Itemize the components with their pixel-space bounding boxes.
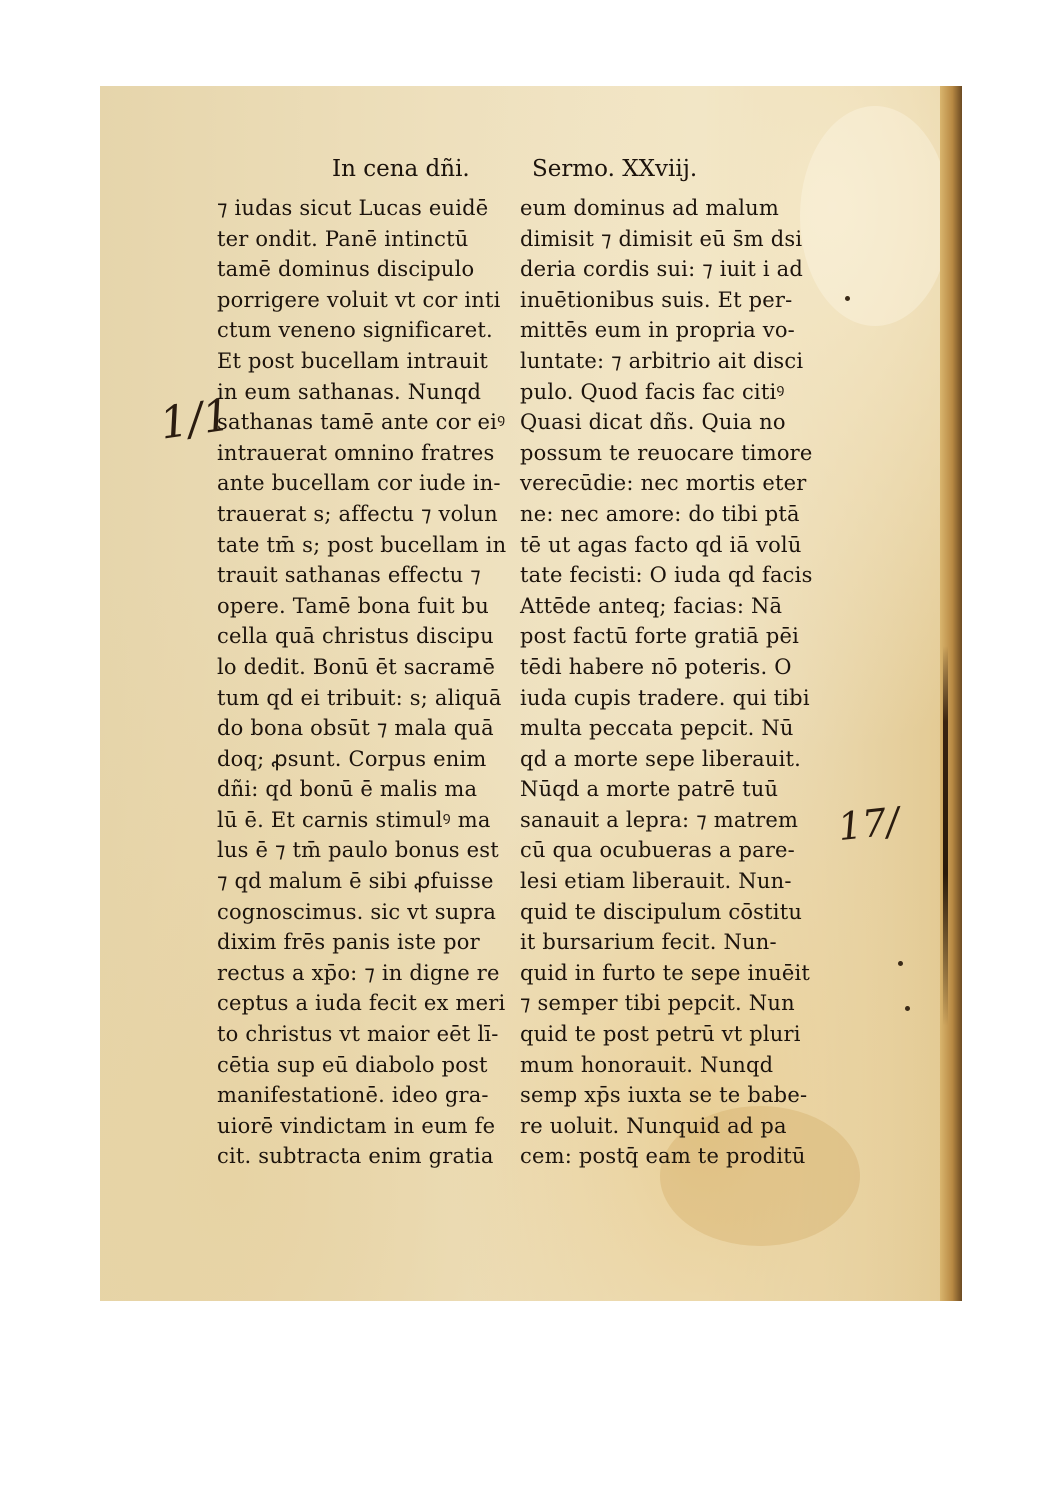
text-line: tēdi habere nō poteris. O: [520, 654, 792, 679]
text-line: ne: nec amore: do tibi ptā: [520, 501, 800, 526]
text-line: deria cordis sui: ⁊ iuit i ad: [520, 257, 803, 282]
text-line: Quasi dicat dñs. Quia no: [520, 410, 786, 435]
text-line: cella quā christus discipu: [217, 624, 494, 649]
text-line: trauerat s; affectu ⁊ volun: [217, 501, 498, 526]
text-line: verecūdie: nec mortis eter: [520, 471, 807, 496]
running-head-left: In cena dñi.: [332, 156, 470, 182]
text-line: manifestationē. ideo gra-: [217, 1083, 489, 1108]
margin-annotation-right: 17/: [835, 798, 902, 850]
text-line: tē ut agas facto qd iā volū: [520, 532, 802, 557]
text-line: cētia sup eū diabolo post: [217, 1052, 488, 1077]
text-line: opere. Tamē bona fuit bu: [217, 593, 489, 618]
text-line: cit. subtracta enim gratia: [217, 1144, 494, 1169]
text-line: doq; ꝓsunt. Corpus enim: [217, 746, 487, 771]
text-line: semp xp̄s iuxta se te babe-: [520, 1083, 808, 1108]
text-line: ante bucellam cor iude in-: [217, 471, 501, 496]
text-line: cem: postq̄ eam te proditū: [520, 1144, 806, 1169]
ink-speck: [845, 296, 850, 301]
text-line: sathanas tamē ante cor eiꝰ: [217, 410, 506, 435]
right-text-column: [520, 193, 850, 1172]
text-line: ⁊ qd malum ē sibi ꝓfuisse: [217, 869, 494, 894]
text-line: mum honorauit. Nunqd: [520, 1052, 774, 1077]
text-line: qd a morte sepe liberauit.: [520, 746, 802, 771]
text-line: quid te discipulum cōstitu: [520, 899, 803, 924]
text-line: lus ē ⁊ tm̄ paulo bonus est: [217, 838, 499, 863]
ink-speck: [905, 1006, 910, 1011]
text-line: tate tm̄ s; post bucellam in: [217, 532, 507, 557]
text-line: ⁊ iudas sicut Lucas euidē: [217, 196, 489, 220]
left-text-column: [217, 193, 517, 1172]
text-line: dñi: qd bonū ē malis ma: [217, 777, 478, 802]
text-line: quid in furto te sepe inuēit: [520, 960, 811, 985]
text-line: do bona obsūt ⁊ mala quā: [217, 716, 494, 741]
text-line: Et post bucellam intrauit: [217, 348, 489, 373]
text-line: in eum sathanas. Nunqd: [217, 379, 482, 404]
binding-mark: [943, 646, 948, 1026]
text-line: re uoluit. Nunquid ad pa: [520, 1113, 787, 1138]
text-line: ter ondit. Panē intinctū: [217, 226, 469, 251]
text-line: cū qua ocubueras a pare-: [520, 838, 795, 863]
text-line: trauit sathanas effectu ⁊: [217, 563, 481, 588]
text-line: to christus vt maior eēt lī-: [217, 1022, 499, 1047]
text-line: lū ē. Et carnis stimulꝰ ma: [217, 807, 491, 832]
text-line: possum te reuocare timore: [520, 440, 813, 465]
text-line: pulo. Quod facis fac citiꝰ: [520, 379, 785, 404]
text-line: dixim frēs panis iste por: [217, 930, 480, 955]
text-line: sanauit a lepra: ⁊ matrem: [520, 807, 799, 832]
text-line: iuda cupis tradere. qui tibi: [520, 685, 810, 710]
text-line: intrauerat omnino fratres: [217, 440, 495, 465]
text-line: ctum veneno significaret.: [217, 318, 493, 343]
text-line: uiorē vindictam in eum fe: [217, 1113, 496, 1138]
text-line: inuētionibus suis. Et per-: [520, 287, 793, 312]
text-line: multa peccata pepcit. Nū: [520, 716, 794, 741]
text-line: porrigere voluit vt cor inti: [217, 287, 501, 312]
text-line: Attēde anteq; facias: Nā: [520, 593, 783, 618]
margin-annotation-left: 1/1: [156, 389, 235, 450]
text-line: tamē dominus discipulo: [217, 257, 475, 282]
text-line: lesi etiam liberauit. Nun-: [520, 869, 792, 894]
text-line: Nūqd a morte patrē tuū: [520, 777, 779, 802]
text-line: rectus a xp̄o: ⁊ in digne re: [217, 960, 500, 985]
scanned-page: [100, 86, 962, 1301]
text-line: it bursarium fecit. Nun-: [520, 930, 777, 955]
text-line: cognoscimus. sic vt supra: [217, 899, 497, 924]
text-line: ceptus a iuda fecit ex meri: [217, 991, 506, 1016]
text-line: quid te post petrū vt pluri: [520, 1022, 801, 1047]
text-line: eum dominus ad malum: [520, 196, 779, 220]
running-head-right: Sermo. XXviij.: [532, 156, 698, 182]
text-line: dimisit ⁊ dimisit eū s̄m dsi: [520, 226, 803, 251]
text-line: post factū forte gratiā pēi: [520, 624, 800, 649]
text-line: luntate: ⁊ arbitrio ait disci: [520, 348, 804, 373]
text-line: ⁊ semper tibi pepcit. Nun: [520, 991, 795, 1016]
text-line: tum qd ei tribuit: s; aliquā: [217, 685, 502, 710]
text-line: lo dedit. Bonū ēt sacramē: [217, 654, 496, 679]
text-line: mittēs eum in propria vo-: [520, 318, 795, 343]
text-line: tate fecisti: O iuda qd facis: [520, 563, 813, 588]
ink-speck: [898, 961, 903, 966]
